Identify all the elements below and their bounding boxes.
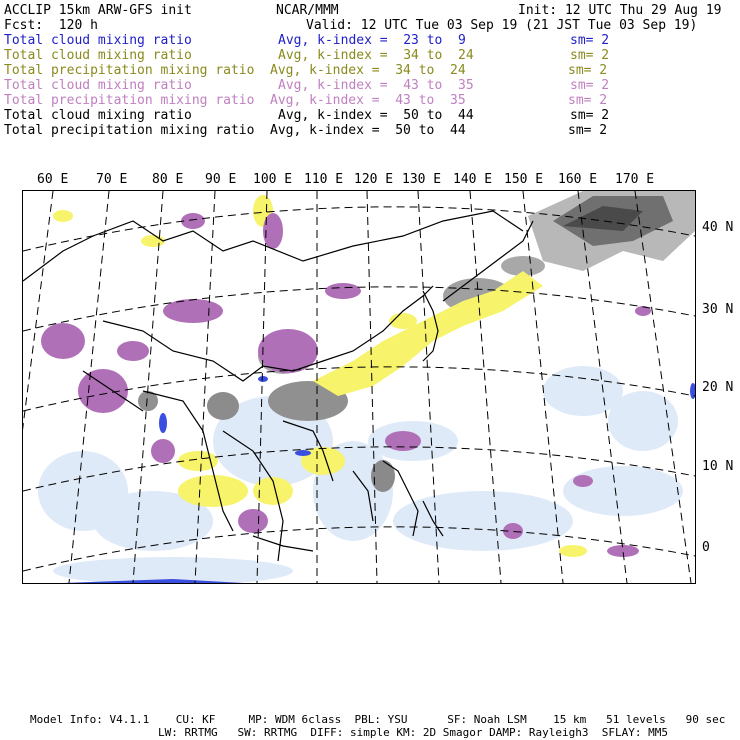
legend-sm-1: sm= 2 <box>570 33 610 48</box>
legend-avg-4: Avg, k-index = 43 to 35 <box>278 78 474 93</box>
legend-field-7: Total precipitation mixing ratio <box>4 123 255 138</box>
legend-field-4: Total cloud mixing ratio <box>4 78 192 93</box>
lon-label-100e: 100 E <box>253 172 293 187</box>
lat-label-40n: 40 N <box>702 220 734 235</box>
legend-field-2: Total cloud mixing ratio <box>4 48 192 63</box>
lon-label-170e: 170 E <box>615 172 655 187</box>
model-info-line-2: LW: RRTMG SW: RRTMG DIFF: simple KM: 2D Smagor DAMP: Rayleigh3 SFLAY: MM5 <box>158 726 668 739</box>
lon-label-130e: 130 E <box>402 172 442 187</box>
map-panel <box>22 190 696 584</box>
legend-field-3: Total precipitation mixing ratio <box>4 63 255 78</box>
legend-avg-3: Avg, k-index = 34 to 24 <box>270 63 466 78</box>
legend-avg-1: Avg, k-index = 23 to 9 <box>278 33 466 48</box>
lon-label-90e: 90 E <box>205 172 237 187</box>
model-info-line-1: Model Info: V4.1.1 CU: KF MP: WDM 6class PBL: YSU SF: Noah LSM 15 km 51 levels 90 sec <box>30 713 726 726</box>
lon-label-60e: 60 E <box>37 172 69 187</box>
init-time: Init: 12 UTC Thu 29 Aug 19 <box>518 3 722 18</box>
legend-field-6: Total cloud mixing ratio <box>4 108 192 123</box>
center-label: NCAR/MMM <box>276 3 339 18</box>
legend-field-5: Total precipitation mixing ratio <box>4 93 255 108</box>
legend-sm-2: sm= 2 <box>570 48 610 63</box>
lon-label-160e: 160 E <box>558 172 598 187</box>
legend-sm-5: sm= 2 <box>568 93 608 108</box>
legend-sm-6: sm= 2 <box>570 108 610 123</box>
lon-label-80e: 80 E <box>152 172 184 187</box>
lon-label-140e: 140 E <box>453 172 493 187</box>
lat-label-10n: 10 N <box>702 459 734 474</box>
lat-label-20n: 20 N <box>702 380 734 395</box>
valid-time: Valid: 12 UTC Tue 03 Sep 19 (21 JST Tue 03 Sep 19) <box>306 18 698 33</box>
lon-label-150e: 150 E <box>504 172 544 187</box>
map-canvas <box>23 191 695 583</box>
lat-label-30n: 30 N <box>702 302 734 317</box>
plot-title: ACCLIP 15km ARW-GFS init <box>4 3 192 18</box>
legend-sm-3: sm= 2 <box>568 63 608 78</box>
legend-avg-2: Avg, k-index = 34 to 24 <box>278 48 474 63</box>
lon-label-110e: 110 E <box>304 172 344 187</box>
lon-label-120e: 120 E <box>354 172 394 187</box>
legend-sm-7: sm= 2 <box>568 123 608 138</box>
legend-sm-4: sm= 2 <box>570 78 610 93</box>
lon-label-70e: 70 E <box>96 172 128 187</box>
lat-label-0: 0 <box>702 540 710 555</box>
forecast-hour: Fcst: 120 h <box>4 18 98 33</box>
legend-field-1: Total cloud mixing ratio <box>4 33 192 48</box>
legend-avg-6: Avg, k-index = 50 to 44 <box>278 108 474 123</box>
legend-avg-5: Avg, k-index = 43 to 35 <box>270 93 466 108</box>
legend-avg-7: Avg, k-index = 50 to 44 <box>270 123 466 138</box>
